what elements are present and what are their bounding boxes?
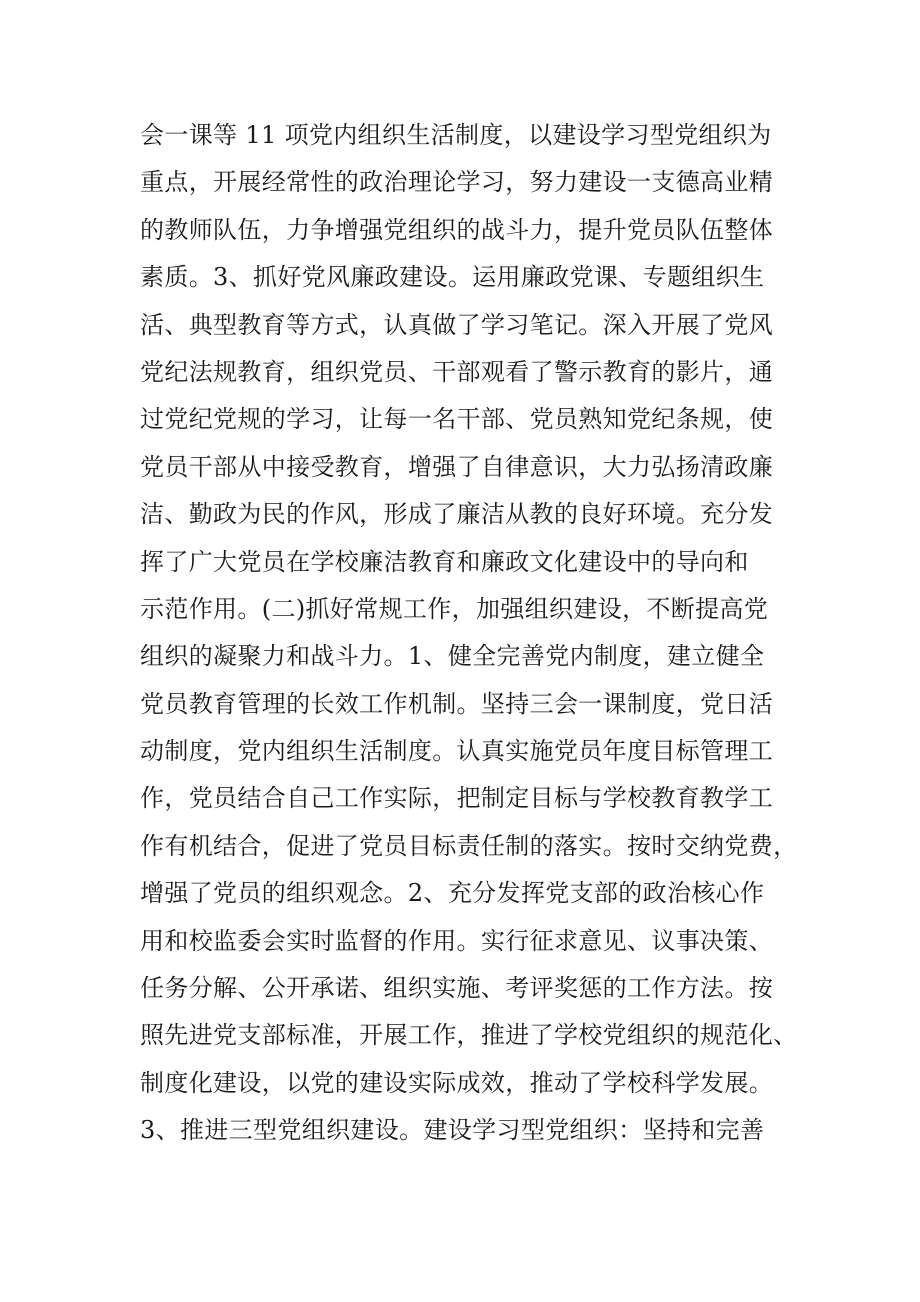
text-line-22: 3、推进三型党组织建设。建设学习型党组织：坚持和完善 [140,1116,765,1145]
text-line-11: 示范作用。(二)抓好常规工作，加强组织建设，不断提高党 [140,594,769,623]
text-line-4: 素质。3、抓好党风廉政建设。运用廉政党课、专题组织生 [140,263,765,292]
text-line-14: 动制度，党内组织生活制度。认真实施党员年度目标管理工 [140,737,774,766]
text-line-5: 活、典型教育等方式，认真做了学习笔记。深入开展了党风 [140,310,774,339]
text-line-12: 组织的凝聚力和战斗力。1、健全完善党内制度，建立健全 [140,642,765,671]
text-line-10: 挥了广大党员在学校廉洁教育和廉政文化建设中的导向和 [140,547,749,576]
text-line-17: 增强了党员的组织观念。2、充分发挥党支部的政治核心作 [140,879,765,908]
text-line-20: 照先进党支部标准，开展工作，推进了学校党组织的规范化、 [140,1021,798,1050]
text-line-16: 作有机结合，促进了党员目标责任制的落实。按时交纳党费， [140,831,798,860]
text-line-18: 用和校监委会实时监督的作用。实行征求意见、议事决策、 [140,926,774,955]
text-line-21: 制度化建设，以党的建设实际成效，推动了学校科学发展。 [140,1068,774,1097]
body-text [140,112,800,1155]
text-line-7: 过党纪党规的学习，让每一名干部、党员熟知党纪条规，使 [140,405,774,434]
text-line-2: 重点，开展经常性的政治理论学习，努力建设一支德高业精 [140,168,774,197]
text-line-3: 的教师队伍，力争增强党组织的战斗力，提升党员队伍整体 [140,215,774,244]
text-line-15: 作，党员结合自己工作实际，把制定目标与学校教育教学工 [140,784,774,813]
text-line-9: 洁、勤政为民的作风，形成了廉洁从教的良好环境。充分发 [140,500,774,529]
text-line-19: 任务分解、公开承诺、组织实施、考评奖惩的工作方法。按 [140,974,774,1003]
text-line-13: 党员教育管理的长效工作机制。坚持三会一课制度，党日活 [140,689,774,718]
text-line-6: 党纪法规教育，组织党员、干部观看了警示教育的影片，通 [140,357,774,386]
text-line-1: 会一课等 11 项党内组织生活制度，以建设学习型党组织为 [140,121,772,149]
text-line-8: 党员干部从中接受教育，增强了自律意识，大力弘扬清政廉 [140,452,774,481]
